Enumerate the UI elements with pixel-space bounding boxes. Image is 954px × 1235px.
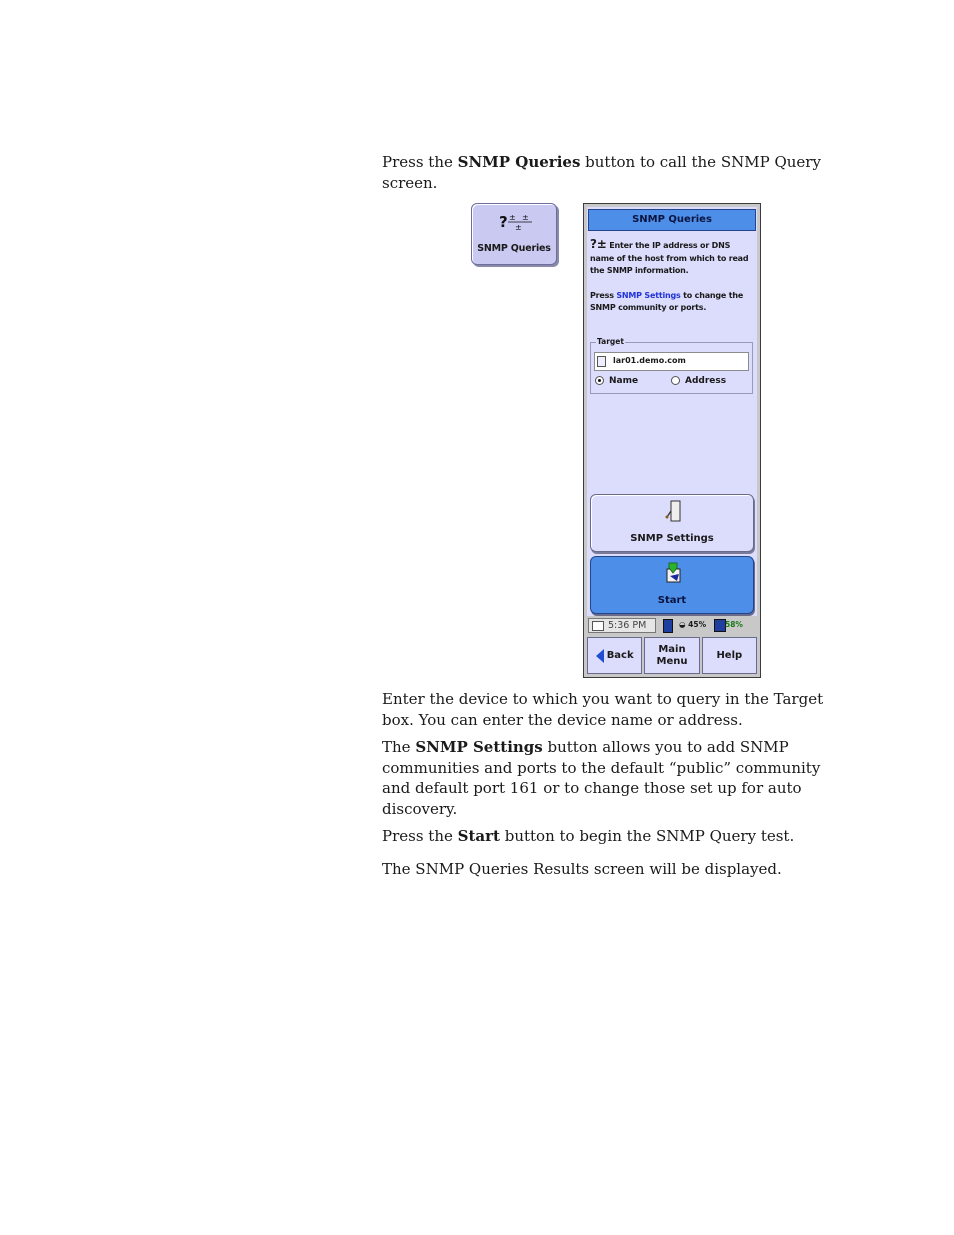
svg-text:±: ±: [522, 213, 529, 222]
screen-area: [587, 207, 757, 616]
nav-bar: [587, 637, 757, 674]
clock: 5:36 PM: [588, 618, 656, 633]
phone-icon: [663, 619, 673, 633]
svg-text:±: ±: [509, 213, 516, 222]
screen-title: SNMP Queries: [588, 209, 756, 231]
target-value: lar01.demo.com: [613, 356, 686, 365]
settings-door-icon: [591, 499, 755, 525]
start-button[interactable]: Start: [590, 556, 754, 614]
target-group: [590, 337, 753, 394]
battery-status: ◒ 45%: [679, 620, 707, 629]
main-menu-button[interactable]: Main Menu: [644, 637, 699, 674]
target-label: Target: [597, 337, 624, 346]
snmp-query-icon: ?±: [590, 237, 607, 251]
target-input[interactable]: [594, 352, 749, 371]
radio-name[interactable]: Name: [595, 376, 638, 386]
address-book-icon[interactable]: [597, 356, 606, 367]
paragraph-results: The SNMP Queries Results screen will be displayed.: [382, 860, 782, 878]
svg-text:±: ±: [515, 223, 522, 232]
help-button[interactable]: Help: [702, 637, 757, 674]
radio-address[interactable]: Address: [671, 376, 726, 386]
instruction-2: Press SNMP Settings to change the SNMP community or ports.: [590, 290, 744, 312]
clock-icon: [592, 621, 604, 631]
back-arrow-icon: [596, 649, 604, 663]
svg-text:?: ?: [499, 213, 508, 231]
radio-dot-icon: [671, 376, 680, 385]
paragraph-start: Press the Start button to begin the SNMP Query test.: [382, 827, 795, 845]
snmp-query-icon: [472, 210, 558, 232]
device-screen: [583, 203, 761, 678]
radio-dot-selected-icon: [595, 376, 604, 385]
start-icon: [591, 561, 755, 587]
instruction-1: ?± Enter the IP address or DNS name of the host from which to read the SNMP information.: [590, 237, 749, 275]
paragraph-settings: The SNMP Settings button allows you to add SNMP communities and ports to the default “public” community and default port 161 or to change those set up for auto discovery.: [382, 738, 821, 818]
paragraph-target: Enter the device to which you want to query in the Target box. You can enter the device name or address.: [382, 690, 824, 729]
snmp-settings-link[interactable]: SNMP Settings: [616, 290, 681, 300]
snmp-queries-button[interactable]: [471, 203, 557, 265]
instructions: [590, 238, 754, 315]
intro-paragraph: Press the SNMP Queries button to call the SNMP Query screen.: [382, 153, 821, 192]
snmp-queries-button-label: SNMP Queries: [477, 243, 551, 254]
status-bar: [587, 617, 757, 635]
disk-status: 58%: [725, 620, 743, 629]
back-button[interactable]: Back: [587, 637, 642, 674]
snmp-settings-button[interactable]: SNMP Settings: [590, 494, 754, 552]
